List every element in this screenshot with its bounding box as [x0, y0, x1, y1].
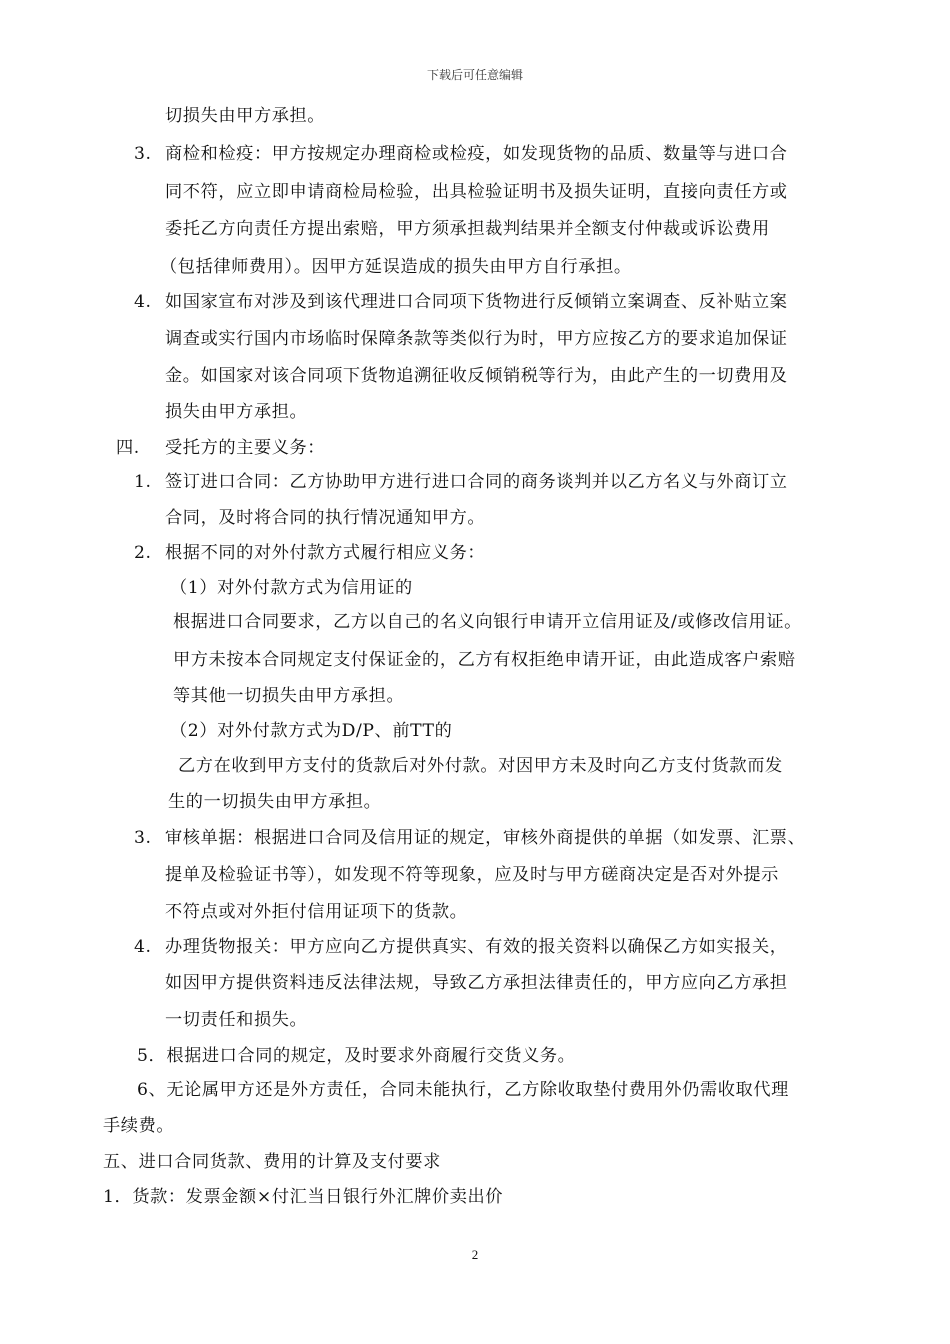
text-line: 审核单据：根据进口合同及信用证的规定，审核外商提供的单据（如发票、汇票、: [165, 828, 806, 848]
text-line: 如因甲方提供资料违反法律法规，导致乙方承担法律责任的，甲方应向乙方承担: [165, 973, 788, 993]
text-line: 如国家宣布对涉及到该代理进口合同项下货物进行反倾销立案调查、反补贴立案: [165, 292, 788, 312]
page-number: 2: [471, 1247, 479, 1262]
text-line: 6、无论属甲方还是外方责任，合同未能执行，乙方除收取垫付费用外仍需收取代理: [137, 1080, 789, 1100]
text-line: 同不符，应立即申请商检局检验，出具检验证明书及损失证明，直接向责任方或: [165, 182, 788, 202]
section-heading: 受托方的主要义务：: [165, 438, 326, 458]
text-line: 一切责任和损失。: [165, 1010, 308, 1030]
text-line: 5．根据进口合同的规定，及时要求外商履行交货义务。: [137, 1046, 576, 1066]
text-line: 手续费。: [103, 1116, 175, 1136]
list-number: 1.: [134, 472, 152, 492]
list-number: 2.: [134, 543, 152, 563]
text-line: （包括律师费用）。因甲方延误造成的损失由甲方自行承担。: [160, 257, 632, 277]
list-number: 3.: [134, 828, 152, 848]
text-line: 切损失由甲方承担。: [165, 106, 326, 126]
text-line: 金。如国家对该合同项下货物追溯征收反倾销税等行为，由此产生的一切费用及: [165, 366, 788, 386]
sub-item: （2）对外付款方式为D/P、前TT的: [170, 721, 453, 741]
section-heading: 五、进口合同货款、费用的计算及支付要求: [103, 1152, 441, 1172]
text-line: 损失由甲方承担。: [165, 402, 308, 422]
list-number: 4.: [134, 937, 152, 957]
text-line: 1．货款：发票金额×付汇当日银行外汇牌价卖出价: [103, 1187, 504, 1207]
page-header: 下载后可任意编辑: [426, 68, 523, 82]
list-number: 3.: [134, 144, 152, 164]
list-number: 4.: [134, 292, 152, 312]
text-line: 办理货物报关：甲方应向乙方提供真实、有效的报关资料以确保乙方如实报关，: [165, 937, 788, 957]
text-line: 甲方未按本合同规定支付保证金的，乙方有权拒绝申请开证，由此造成客户索赔: [173, 650, 796, 670]
text-line: 乙方在收到甲方支付的货款后对外付款。对因甲方未及时向乙方支付货款而发: [178, 756, 783, 776]
text-line: 签订进口合同：乙方协助甲方进行进口合同的商务谈判并以乙方名义与外商订立: [165, 472, 788, 492]
sub-item: （1）对外付款方式为信用证的: [170, 578, 413, 598]
text-line: 提单及检验证书等），如发现不符等现象，应及时与甲方磋商决定是否对外提示: [165, 865, 779, 885]
section-number: 四.: [116, 438, 140, 458]
text-line: 生的一切损失由甲方承担。: [168, 792, 382, 812]
text-line: 委托乙方向责任方提出索赔，甲方须承担裁判结果并全额支付仲裁或诉讼费用: [165, 219, 770, 239]
text-line: 等其他一切损失由甲方承担。: [173, 686, 405, 706]
text-line: 根据进口合同要求，乙方以自己的名义向银行申请开立信用证及/或修改信用证。: [173, 612, 802, 632]
text-line: 商检和检疫：甲方按规定办理商检或检疫，如发现货物的品质、数量等与进口合: [165, 144, 788, 164]
text-line: 根据不同的对外付款方式履行相应义务：: [165, 543, 486, 563]
text-line: 合同，及时将合同的执行情况通知甲方。: [165, 508, 486, 528]
text-line: 不符点或对外拒付信用证项下的货款。: [165, 902, 468, 922]
text-line: 调查或实行国内市场临时保障条款等类似行为时，甲方应按乙方的要求追加保证: [165, 329, 788, 349]
